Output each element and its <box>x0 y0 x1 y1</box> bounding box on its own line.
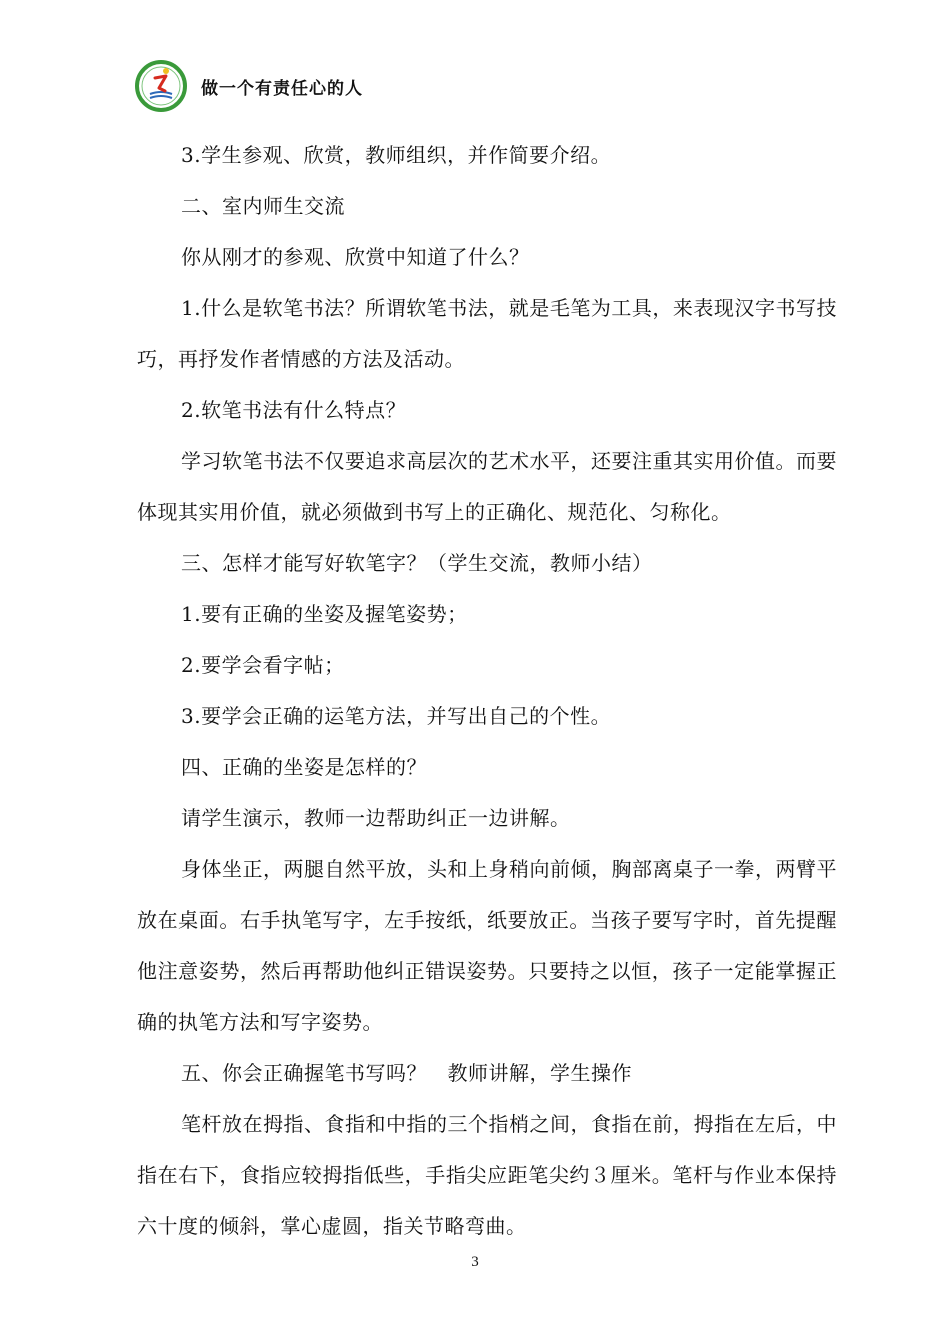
paragraph: 3.要学会正确的运笔方法，并写出自己的个性。 <box>181 704 612 728</box>
paragraph: 身体坐正，两腿自然平放，头和上身稍向前倾，胸部离桌子一拳，两臂平放在桌面。右手执笔写字，左手按纸，纸要放正。当孩子要写字时，首先提醒他注意姿势，然后再帮助他纠正错误姿势。只要持之以恒，孩子一定能掌握正确的执笔方法和写字姿势。 <box>137 857 837 1034</box>
paragraph: 笔杆放在拇指、食指和中指的三个指梢之间，食指在前，拇指在左后，中指在右下，食指应较拇指低些，手指尖应距笔尖约３厘米。笔杆与作业本保持六十度的倾斜，掌心虚圆，指关节略弯曲。 <box>137 1112 837 1238</box>
paragraph: 1.什么是软笔书法？所谓软笔书法，就是毛笔为工具，来表现汉字书写技巧，再抒发作者情感的方法及活动。 <box>137 296 837 371</box>
paragraph: 五、你会正确握笔书写吗？ 教师讲解，学生操作 <box>181 1061 632 1085</box>
paragraph: 1.要有正确的坐姿及握笔姿势； <box>181 602 468 626</box>
paragraph: 2.要学会看字帖； <box>181 653 345 677</box>
paragraph: 3.学生参观、欣赏，教师组织，并作简要介绍。 <box>181 143 612 167</box>
header-title: 做一个有责任心的人 <box>201 78 363 99</box>
page-number: 3 <box>471 1254 479 1270</box>
paragraph: 四、正确的坐姿是怎样的？ <box>181 755 427 779</box>
page-header <box>135 54 363 118</box>
paragraph: 请学生演示，教师一边帮助纠正一边讲解。 <box>181 806 571 830</box>
school-logo-icon <box>135 60 187 112</box>
paragraph: 2.软笔书法有什么特点？ <box>181 398 407 422</box>
paragraph: 你从刚才的参观、欣赏中知道了什么？ <box>181 245 530 269</box>
paragraph: 二、室内师生交流 <box>181 194 345 218</box>
paragraph: 学习软笔书法不仅要追求高层次的艺术水平，还要注重其实用价值。而要体现其实用价值，就必须做到书写上的正确化、规范化、匀称化。 <box>137 449 837 524</box>
paragraph: 三、怎样才能写好软笔字？（学生交流，教师小结） <box>181 551 653 575</box>
document-body <box>137 130 837 1252</box>
